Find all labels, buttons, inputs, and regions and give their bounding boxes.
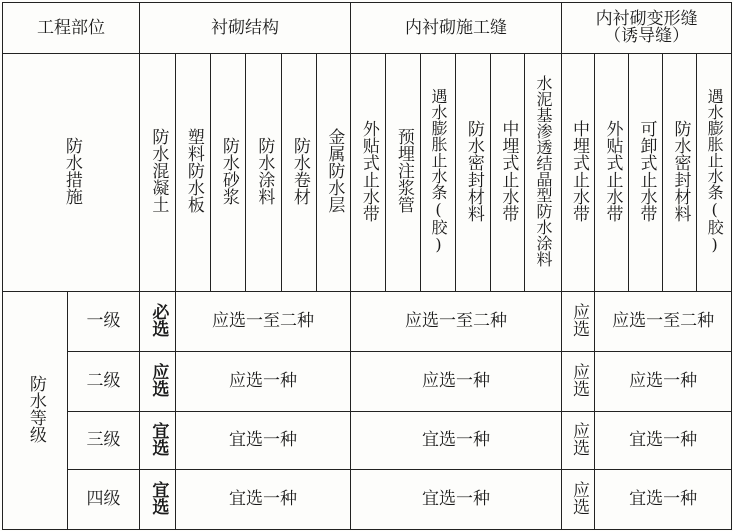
deformation-joint-title: 内衬砌变形缝 <box>595 9 698 29</box>
measures-label: 防水措施 <box>61 136 82 205</box>
header-row <box>3 3 732 54</box>
deformation-joint-header <box>562 3 732 54</box>
grade-row <box>3 470 732 530</box>
lining-requirement: 宜选一种 <box>176 470 351 530</box>
construction-joint-requirement: 应选一种 <box>351 352 562 412</box>
measures-label-cell <box>3 54 140 292</box>
measure-swelling-strip-deformation: 遇水膨胀止水条(胶) <box>705 87 725 254</box>
measure-grouting-pipe: 预埋注浆管 <box>393 128 414 213</box>
measure-cell <box>629 54 663 292</box>
lining-requirement: 宜选一种 <box>176 412 351 470</box>
mid-waterstop-requirement: 应选 <box>562 292 595 352</box>
measure-external-waterstop-deformation: 外贴式止水带 <box>602 119 623 222</box>
measure-mid-waterstop-deformation: 中埋式止水带 <box>568 119 589 222</box>
measure-plastic-board: 塑料防水板 <box>183 128 204 213</box>
waterproofing-table <box>2 2 732 530</box>
measures-row <box>3 54 732 292</box>
measure-cell <box>525 54 562 292</box>
grade-label: 防水等级 <box>25 374 46 443</box>
project-part-header: 工程部位 <box>3 3 140 54</box>
grade-level: 二级 <box>68 352 140 412</box>
measure-sealing-material-deformation: 防水密封材料 <box>670 119 691 222</box>
measure-cell <box>663 54 697 292</box>
grade-row <box>3 412 732 470</box>
mid-waterstop-requirement: 应选 <box>562 412 595 470</box>
measure-cell <box>176 54 211 292</box>
concrete-requirement: 应选 <box>140 352 176 412</box>
grade-row <box>3 352 732 412</box>
measure-cell <box>562 54 595 292</box>
grade-level: 一级 <box>68 292 140 352</box>
measure-cell <box>246 54 282 292</box>
measure-waterproof-concrete: 防水混凝土 <box>148 128 169 213</box>
measure-cell <box>491 54 525 292</box>
measure-cell <box>386 54 421 292</box>
measure-metal-layer: 金属防水层 <box>324 128 345 213</box>
deformation-joint-requirement: 宜选一种 <box>595 470 732 530</box>
measure-waterproof-coating: 防水涂料 <box>254 136 275 205</box>
deformation-joint-requirement: 应选一种 <box>595 352 732 412</box>
measure-cell <box>211 54 246 292</box>
measure-waterproof-mortar: 防水砂浆 <box>218 136 239 205</box>
measure-waterproof-membrane: 防水卷材 <box>289 136 310 205</box>
measure-cell <box>421 54 456 292</box>
measure-cell <box>595 54 629 292</box>
lining-requirement: 应选一至二种 <box>176 292 351 352</box>
measure-external-waterstop: 外贴式止水带 <box>358 119 379 222</box>
measure-cell <box>317 54 351 292</box>
measure-mid-waterstop: 中埋式止水带 <box>498 119 519 222</box>
grade-row <box>3 292 732 352</box>
concrete-requirement: 宜选 <box>140 412 176 470</box>
lining-requirement: 应选一种 <box>176 352 351 412</box>
measure-cell <box>697 54 732 292</box>
grade-level: 四级 <box>68 470 140 530</box>
deformation-joint-requirement: 宜选一种 <box>595 412 732 470</box>
grade-level: 三级 <box>68 412 140 470</box>
lining-structure-header: 衬砌结构 <box>140 3 351 54</box>
concrete-requirement: 宜选 <box>140 470 176 530</box>
deformation-joint-requirement: 应选一至二种 <box>595 292 732 352</box>
concrete-requirement: 必选 <box>140 292 176 352</box>
deformation-joint-subtitle: （诱导缝） <box>604 26 690 46</box>
mid-waterstop-requirement: 应选 <box>562 470 595 530</box>
measure-crystalline-coating: 水泥基渗透结晶型防水涂料 <box>534 74 554 267</box>
measure-sealing-material: 防水密封材料 <box>463 119 484 222</box>
construction-joint-header: 内衬砌施工缝 <box>351 3 562 54</box>
measure-cell <box>282 54 317 292</box>
construction-joint-requirement: 应选一至二种 <box>351 292 562 352</box>
mid-waterstop-requirement: 应选 <box>562 352 595 412</box>
measure-cell <box>140 54 176 292</box>
grade-label-cell <box>3 292 68 530</box>
construction-joint-requirement: 宜选一种 <box>351 412 562 470</box>
measure-swelling-strip: 遇水膨胀止水条(胶) <box>429 87 448 254</box>
construction-joint-requirement: 宜选一种 <box>351 470 562 530</box>
measure-removable-waterstop: 可卸式止水带 <box>636 119 657 222</box>
measure-cell <box>351 54 386 292</box>
measure-cell <box>456 54 491 292</box>
